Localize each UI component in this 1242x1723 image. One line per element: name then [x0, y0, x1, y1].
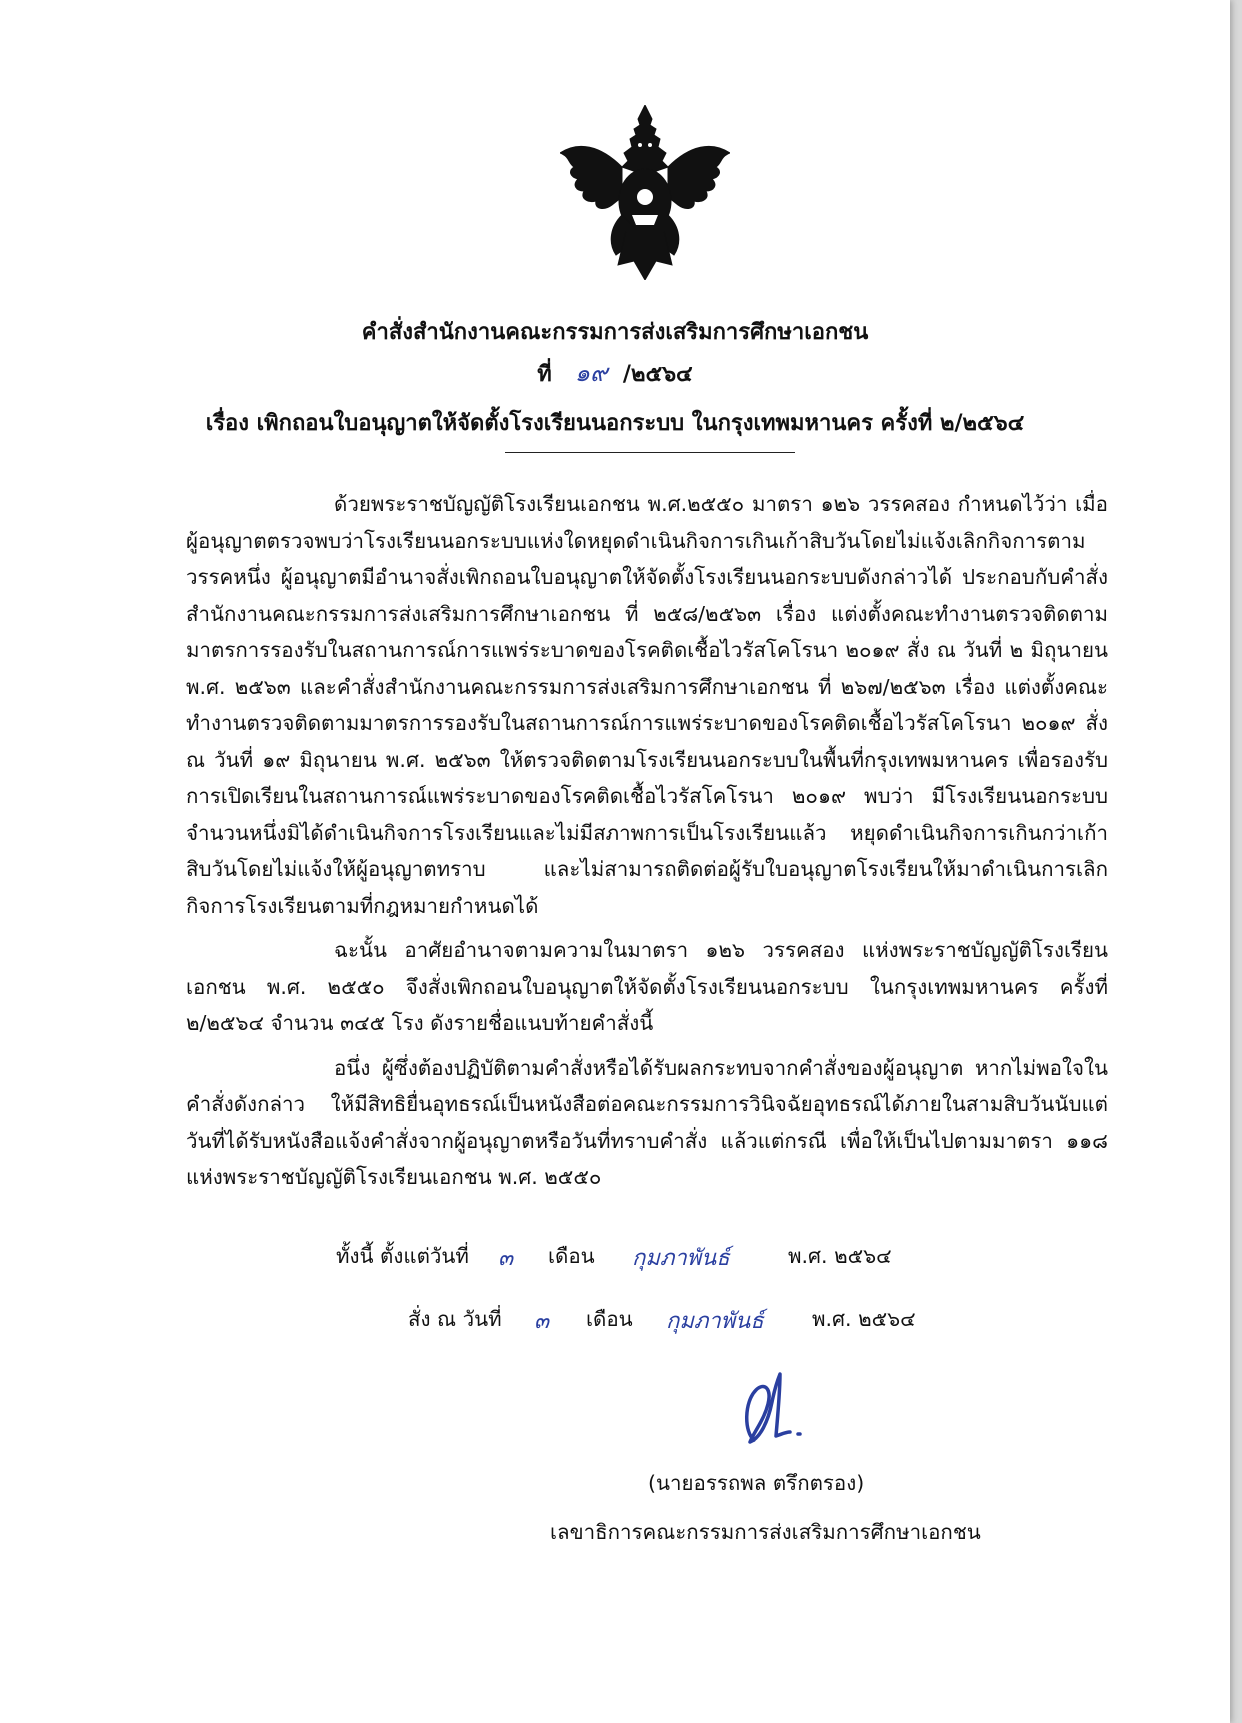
signatory-position: เลขาธิการคณะกรรมการส่งเสริมการศึกษาเอกชน: [550, 1520, 981, 1544]
ordered-label: สั่ง ณ วันที่: [408, 1307, 502, 1331]
order-number-prefix: ที่: [537, 362, 552, 387]
effective-month: กุมภาพันธ์: [632, 1246, 730, 1271]
order-title: คำสั่งสำนักงานคณะกรรมการส่งเสริมการศึกษาเอกชน: [361, 320, 869, 345]
paragraph-order: ฉะนั้น อาศัยอำนาจตามความในมาตรา ๑๒๖ วรรคสอง แห่งพระราชบัญญัติโรงเรียนเอกชน พ.ศ. ๒๕๕๐ จึงสั่งเพิกถอนใบอนุญาตให้จัดตั้งโรงเรียนนอกระบบ ในกรุงเทพมหานคร ครั้งที่ ๒/๒๕๖๔ จำนวน ๓๔๕ โรง ดังรายชื่อแนบท้ายคำสั่งนี้: [186, 938, 1108, 1035]
title-divider: [505, 452, 795, 453]
signature-icon: [740, 1362, 810, 1452]
signatory-name: (นายอรรถพล ตรึกตรอง): [648, 1471, 865, 1495]
paragraph-background: ด้วยพระราชบัญญัติโรงเรียนเอกชน พ.ศ.๒๕๕๐ มาตรา ๑๒๖ วรรคสอง กำหนดไว้ว่า เมื่อผู้อนุญาตตรวจพบว่าโรงเรียนนอกระบบแห่งใดหยุดดำเนินกิจการเกินเก้าสิบวันโดยไม่แจ้งเลิกกิจการตามวรรคหนึ่ง ผู้อนุญาตมีอำนาจสั่งเพิกถอนใบอนุญาตให้จัดตั้งโรงเรียนนอกระบบดังกล่าวได้ ประกอบกับคำสั่งสำนักงานคณะกรรมการส่งเสริมการศึกษาเอกชน ที่ ๒๕๘/๒๕๖๓ เรื่อง แต่งตั้งคณะทำงานตรวจติดตามมาตรการรองรับในสถานการณ์การแพร่ระบาดของโรคติดเชื้อไวรัสโคโรนา ๒๐๑๙ สั่ง ณ วันที่ ๒ มิถุนายน พ.ศ. ๒๕๖๓ และคำสั่งสำนักงานคณะกรรมการส่งเสริมการศึกษาเอกชน ที่ ๒๖๗/๒๕๖๓ เรื่อง แต่งตั้งคณะทำงานตรวจติดตามมาตรการรองรับในสถานการณ์การแพร่ระบาดของโรคติดเชื้อไวรัสโคโรนา ๒๐๑๙ สั่ง ณ วันที่ ๑๙ มิถุนายน พ.ศ. ๒๕๖๓ ให้ตรวจติดตามโรงเรียนนอกระบบในพื้นที่กรุงเทพมหานคร เพื่อรองรับการเปิดเรียนในสถานการณ์แพร่ระบาดของโรคติดเชื้อไวรัสโคโรนา ๒๐๑๙ พบว่า มีโรงเรียนนอกระบบจำนวนหนึ่งมิได้ดำเนินกิจการโรงเรียนและไม่มีสภาพการเป็นโรงเรียนแล้ว หยุดดำเนินกิจการเกินกว่าเก้าสิบวันโดยไม่แจ้งให้ผู้อนุญาตทราบ และไม่สามารถติดต่อผู้รับใบอนุญาตโรงเรียนให้มาดำเนินการเลิกกิจการโรงเรียนตามที่กฎหมายกำหนดได้: [186, 492, 1108, 918]
effective-year: พ.ศ. ๒๕๖๔: [788, 1244, 892, 1268]
order-number-suffix: /๒๕๖๔: [622, 362, 693, 387]
order-number-handwritten: ๑๙: [574, 359, 608, 387]
order-subject: เรื่อง เพิกถอนใบอนุญาตให้จัดตั้งโรงเรียนนอกระบบ ในกรุงเทพมหานคร ครั้งที่ ๒/๒๕๖๔: [205, 411, 1025, 436]
effective-date-line: [0, 1240, 1230, 1280]
ordered-month-label: เดือน: [586, 1307, 633, 1331]
ordered-day: ๓: [534, 1309, 550, 1334]
effective-month-label: เดือน: [548, 1244, 595, 1268]
garuda-emblem-icon: [560, 105, 730, 280]
order-body: [186, 486, 1108, 1204]
ordered-year: พ.ศ. ๒๕๖๔: [812, 1307, 916, 1331]
order-date-line: [0, 1303, 1230, 1343]
effective-day: ๓: [498, 1246, 514, 1271]
order-number: [0, 353, 1230, 392]
paragraph-appeal: อนึ่ง ผู้ซึ่งต้องปฏิบัติตามคำสั่งหรือได้รับผลกระทบจากคำสั่งของผู้อนุญาต หากไม่พอใจในคำสั่งดังกล่าว ให้มีสิทธิยื่นอุทธรณ์เป็นหนังสือต่อคณะกรรมการวินิจฉัยอุทธรณ์ได้ภายในสามสิบวันนับแต่วันที่ได้รับหนังสือแจ้งคำสั่งจากผู้อนุญาตหรือวันที่ทราบคำสั่ง แล้วแต่กรณี เพื่อให้เป็นไปตามมาตรา ๑๑๘ แห่งพระราชบัญญัติโรงเรียนเอกชน พ.ศ. ๒๕๕๐: [186, 1055, 1108, 1189]
effective-label: ทั้งนี้ ตั้งแต่วันที่: [336, 1244, 469, 1268]
ordered-month: กุมภาพันธ์: [666, 1309, 764, 1334]
